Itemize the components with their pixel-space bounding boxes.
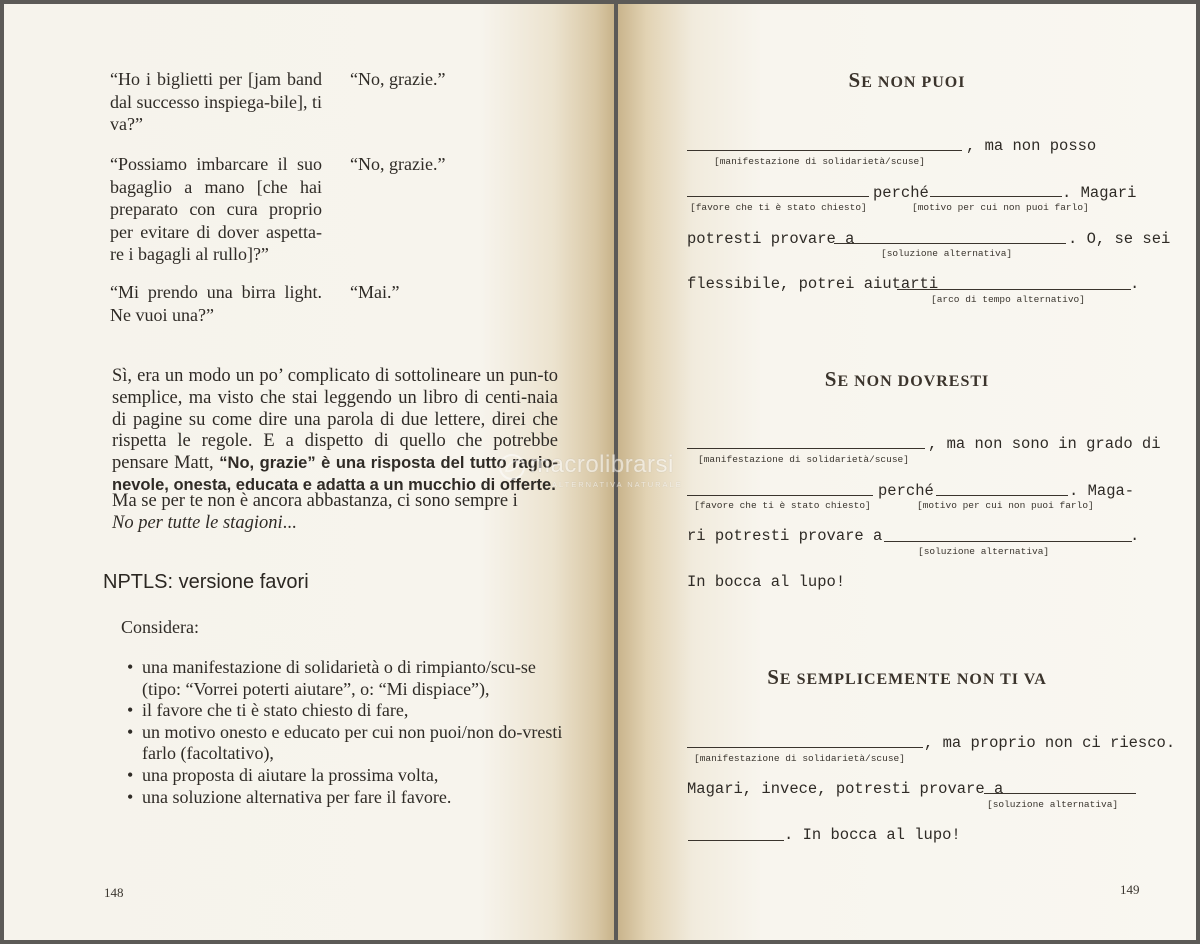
form-text: . In bocca al lupo! [784,826,961,844]
form-text: , ma non posso [966,137,1097,155]
blank-line [687,196,869,197]
blank-caption: [favore che ti è stato chiesto] [694,500,871,511]
dialogue-question: “Ho i biglietti per [jam band dal successo inspiega-bile], ti va?” [110,69,322,135]
list-item: • un motivo onesto e educato per cui non puoi/non do-vresti farlo (facoltativo), [124,722,564,765]
blank-line [930,196,1062,197]
blank-line [687,495,873,496]
form-text: potresti provare a [687,230,855,248]
blank-line [884,541,1132,542]
blank-caption: [motivo per cui non puoi farlo] [912,202,1089,213]
list-item: • il favore che ti è stato chiesto di fare, [124,700,564,722]
paragraph-text: Ma se per te non è ancora abbastanza, ci sono sempre i [112,491,518,511]
body-paragraph [112,366,558,497]
dialogue-answer: “Mai.” [350,282,400,302]
paragraph-text-end: ... [282,512,297,533]
blank-caption: [manifestazione di solidarietà/scuse] [698,454,909,465]
blank-caption: [soluzione alternativa] [881,248,1013,259]
form-text: In bocca al lupo! [687,573,846,591]
form-text: , ma non sono in grado di [928,435,1161,453]
blank-caption: [manifestazione di solidarietà/scuse] [694,753,905,764]
dialogue-question: “Mi prendo una birra light. Ne vuoi una?” [110,282,322,325]
blank-line [897,289,1131,290]
form-text: perché [873,184,929,202]
paragraph-bold-text: “No, grazie” è una risposta del tutto ragio-nevole, onesta, educata e adatta a un mucchio di offerte. [112,454,559,494]
dialogue-answer: “No, grazie.” [350,154,446,174]
blank-line [688,840,784,841]
watermark-text: macrolibrarsi [530,451,674,478]
page-number: 148 [104,885,124,900]
form-text: flessibile, potrei aiutarti [687,275,939,293]
blank-line [936,495,1068,496]
blank-line [687,747,923,748]
page-number: 149 [1120,882,1140,897]
section-heading: SE SEMPLICEMENTE NON TI VA [767,665,1047,689]
form-text: perché [878,482,934,500]
blank-caption: [motivo per cui non puoi farlo] [917,500,1094,511]
watermark-logo [494,449,754,489]
blank-caption: [soluzione alternativa] [987,799,1119,810]
form-text: . O, se sei [1068,230,1171,248]
form-text: , ma proprio non ci riesco. [924,734,1176,752]
dialogue-question: “Possiamo imbarcare il suo bagaglio a mano [che hai preparato con cura proprio per evitare di dover aspetta-re i bagagli al rullo]?” [110,154,322,265]
list-item: • una soluzione alternativa per fare il favore. [124,787,564,809]
section-title: NPTLS: versione favori [103,571,309,593]
blank-line [984,793,1136,794]
blank-caption: [arco di tempo alternativo] [931,294,1085,305]
paragraph-italic-text: No per tutte le stagioni [112,512,283,533]
section-heading: SE NON DOVRESTI [824,367,990,391]
blank-line [834,243,1066,244]
list-item: • una manifestazione di solidarietà o di rimpianto/scu-se (tipo: “Vorrei poterti aiutare”, o: “Mi dispiace”), [124,657,564,700]
list-item: • una proposta di aiutare la prossima volta, [124,765,564,787]
form-text: . [1130,275,1140,293]
blank-caption: [soluzione alternativa] [918,546,1050,557]
bullet-list [124,657,564,808]
form-text: . Magari [1062,184,1137,202]
intro-text: Considera: [121,617,199,637]
watermark-subtext: ALTERNATIVA NATURALE [552,480,683,489]
blank-caption: [favore che ti è stato chiesto] [690,202,867,213]
form-text: Magari, invece, potresti provare a [687,780,1004,798]
leaf-logo-icon [498,453,526,481]
blank-caption: [manifestazione di solidarietà/scuse] [714,156,925,167]
form-text: ri potresti provare a [687,527,883,545]
section-heading: SE NON PUOI [848,68,966,92]
paragraph-text: Sì, era un modo un po’ complicato di sottolineare un pun-to semplice, ma visto che stai leggendo un libro di centi-naia di pagine su come dire una parola di due lettere, direi che rispetta le regole. E a dispetto di quello che potrebbe pensare Matt, [112,366,558,474]
blank-line [687,150,962,151]
body-paragraph-2 [112,491,558,535]
form-text: . [1130,527,1140,545]
form-text: . Maga- [1069,482,1135,500]
dialogue-answer: “No, grazie.” [350,69,446,89]
